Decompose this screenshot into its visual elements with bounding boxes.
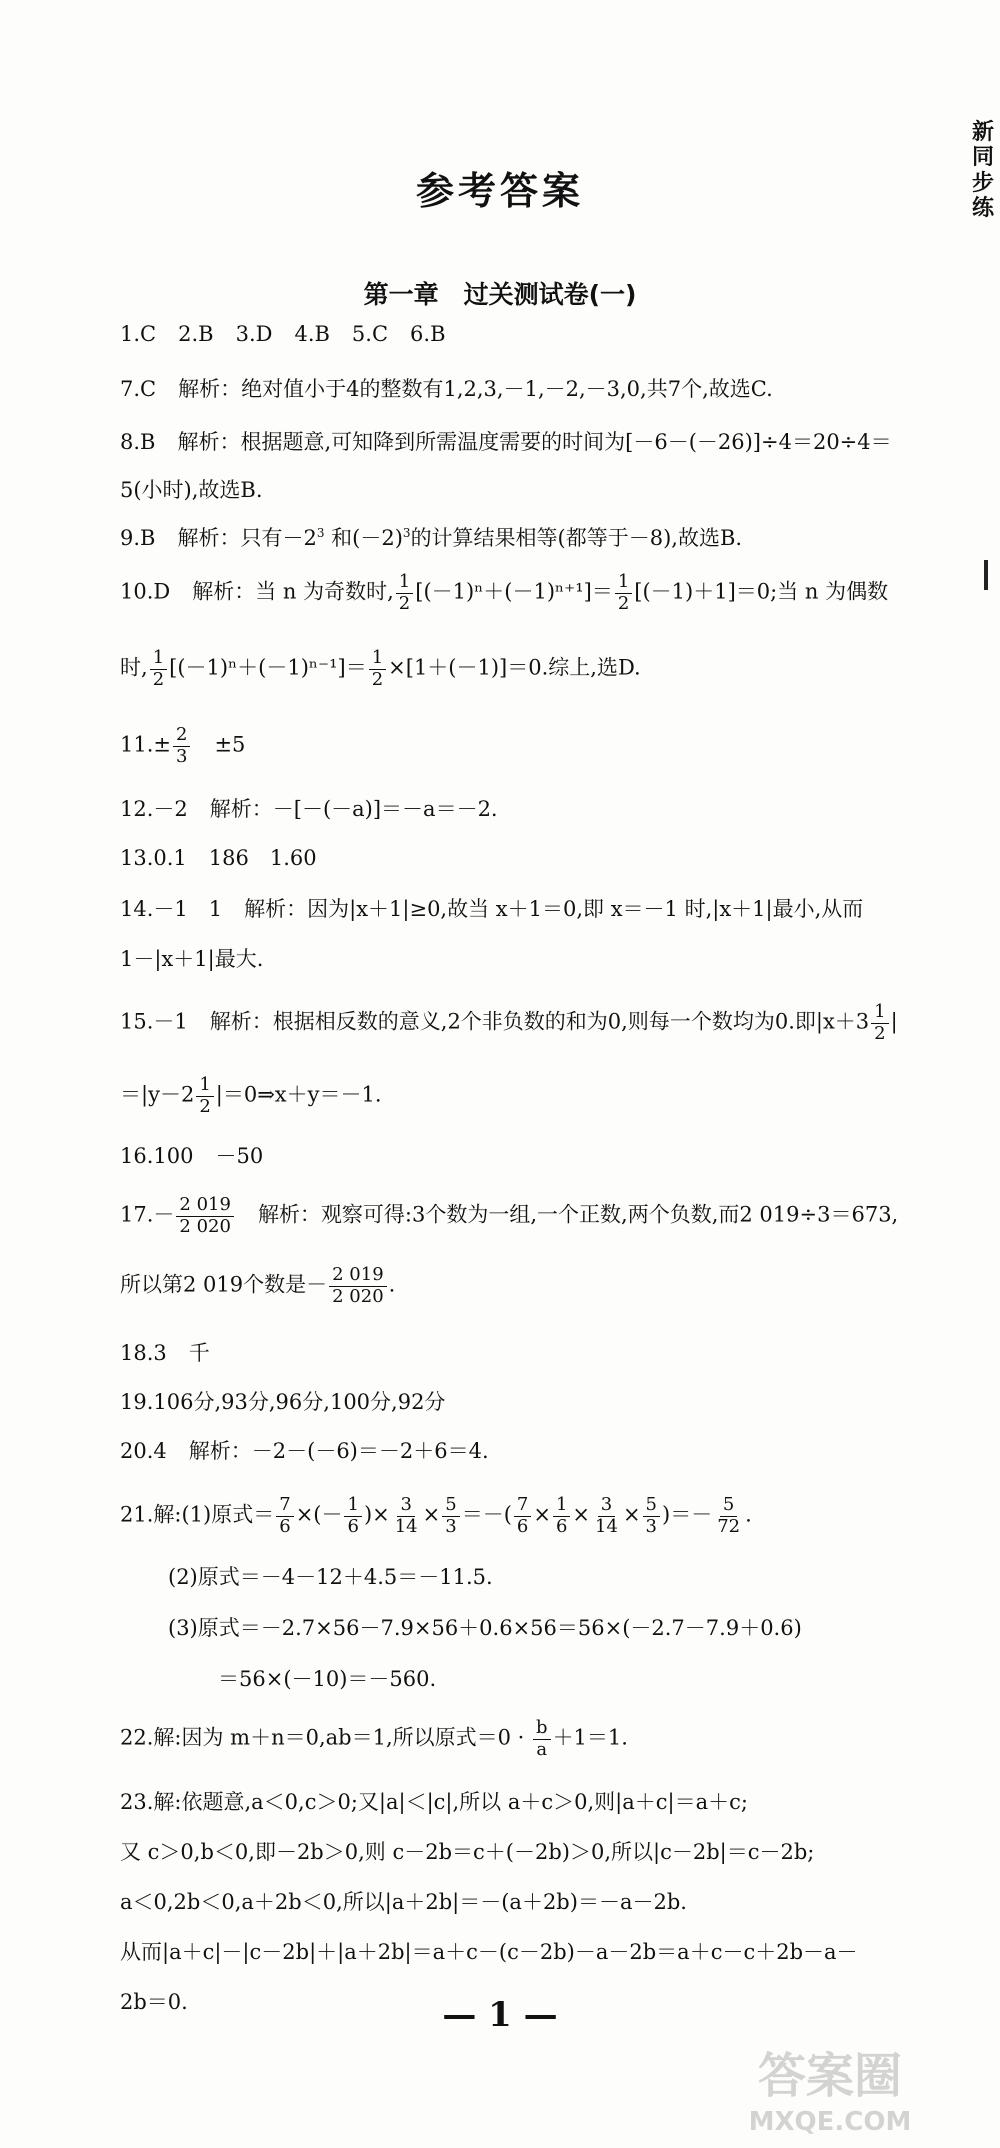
- answer-label: 20.4: [120, 1439, 167, 1463]
- answer-21: [120, 1495, 752, 1537]
- answer-text: 解析：根据相反数的意义,2个非负数的和为0,则每一个数均为0.即|x＋3: [209, 1009, 870, 1034]
- answer-11: [120, 725, 245, 767]
- exponent: 3: [316, 526, 325, 540]
- page-number: — 1 —: [442, 1995, 558, 2035]
- answer-label: 18.3: [120, 1341, 167, 1365]
- answer-8: [120, 426, 892, 456]
- watermark-logo: [680, 2030, 980, 2140]
- fraction: $\frac{3}{14}$: [394, 1494, 418, 1537]
- fraction: $\frac{7}{6}$: [514, 1495, 531, 1537]
- answer-label: 10.D: [120, 579, 171, 604]
- answer-21-part3: (3)原式＝－2.7×56－7.9×56＋0.6×56＝56×(－2.7－7.9＋0.6): [168, 1616, 802, 1640]
- answer-text: ±5: [214, 732, 246, 757]
- fraction: $\frac{7}{6}$: [276, 1495, 293, 1537]
- watermark-url: MXQE.COM: [748, 2107, 912, 2137]
- answer-text: 时,: [120, 655, 148, 680]
- answer-item: 6.B: [410, 322, 446, 346]
- fraction: $\frac{1}{6}$: [344, 1495, 361, 1537]
- answer-label: 21.解:: [120, 1502, 182, 1527]
- answer-label: 16.100: [120, 1144, 194, 1168]
- answer-text: .: [745, 1502, 752, 1527]
- answer-17: [120, 1195, 898, 1237]
- page-number-value: 1: [488, 1995, 512, 2035]
- answer-text: －50: [215, 1144, 264, 1168]
- answer-7: [120, 373, 773, 403]
- answer-15-cont: [120, 1075, 382, 1117]
- chapter-subtitle: 第一章 过关测试卷(一): [363, 280, 637, 309]
- answer-label: 1.C: [120, 322, 157, 346]
- sidebar-label: 新同步练: [972, 120, 995, 221]
- answer-12: [120, 793, 498, 823]
- answer-23-line5: 2b＝0.: [120, 1990, 188, 2014]
- answer-text: 解析：根据题意,可知降到所需温度需要的时间为[－6－(－26)]÷4＝20÷4＝: [177, 430, 892, 454]
- answer-14: [120, 893, 863, 923]
- answer-text: 的计算结果相等(都等于－8),故选B.: [410, 526, 743, 550]
- answer-10-cont: [120, 648, 641, 690]
- answer-label: 15.－1: [120, 1009, 188, 1034]
- answer-21-part3-cont: ＝56×(－10)＝－560.: [218, 1667, 437, 1691]
- answer-text: ×[1＋(－1)]＝0.综上,选D.: [388, 655, 641, 680]
- fraction: $\frac{2 019}{2 020}$: [329, 1265, 387, 1307]
- answer-text: [(－1)ⁿ＋(－1)ⁿ⁺¹]＝: [415, 579, 613, 604]
- answer-text: 解析：－2－(－6)＝－2＋6＝4.: [188, 1439, 489, 1463]
- answer-text: .: [388, 1272, 396, 1297]
- fraction: $\frac{1}{6}$: [553, 1495, 570, 1537]
- answer-23-line4: 从而|a＋c|－|c－2b|＋|a＋2b|＝a＋c－(c－2b)－a－2b＝a＋c－c＋2b－a－: [120, 1940, 858, 1964]
- answer-8-cont: 5(小时),故选B.: [120, 478, 263, 502]
- answer-text: 因为 m＋n＝0,ab＝1,所以原式＝0 ·: [181, 1725, 532, 1750]
- answer-23-line2: 又 c＞0,b＜0,即－2b＞0,则 c－2b＝c＋(－2b)＞0,所以|c－2b|＝c－2b;: [120, 1840, 815, 1864]
- fraction: $\frac{5}{72}$: [717, 1494, 741, 1537]
- answer-label: 23.解:: [120, 1790, 182, 1814]
- fraction: $\frac{1}{2}$: [369, 648, 386, 690]
- answer-text: 解析：绝对值小于4的整数有1,2,3,－1,－2,－3,0,共7个,故选C.: [178, 377, 773, 401]
- answer-item: 4.B: [294, 322, 330, 346]
- answer-text: ＝|y－2: [120, 1082, 195, 1107]
- answer-text: )＝－: [662, 1502, 713, 1527]
- fraction: $\frac{5}{3}$: [442, 1495, 459, 1537]
- answer-label: 9.B: [120, 526, 156, 550]
- answer-22: [120, 1718, 628, 1760]
- answer-15: [120, 1002, 898, 1044]
- answer-18: [120, 1337, 210, 1367]
- answer-label: 22.解:: [120, 1725, 182, 1750]
- answer-label: 17.－: [120, 1202, 175, 1227]
- answer-text: 千: [188, 1341, 210, 1365]
- answer-item: 3.D: [235, 322, 273, 346]
- margin-mark: [984, 560, 988, 590]
- answer-text: |: [890, 1009, 898, 1034]
- answer-text: [(－1)ⁿ＋(－1)ⁿ⁻¹]＝: [169, 655, 367, 680]
- answer-item: 2.B: [178, 322, 214, 346]
- answer-text: )×: [363, 1502, 390, 1527]
- answer-item: 5.C: [351, 322, 389, 346]
- answer-20: [120, 1435, 489, 1465]
- exponent: 3: [402, 526, 411, 540]
- answer-19: [120, 1386, 445, 1416]
- answer-label: 11.±: [120, 732, 171, 757]
- answer-label: 13.0.1: [120, 846, 187, 870]
- fraction: $\frac{2 019}{2 020}$: [176, 1195, 234, 1237]
- answer-14-cont: 1－|x＋1|最大.: [120, 947, 264, 971]
- fraction: $\frac{1}{2}$: [871, 1002, 888, 1044]
- fraction: $\frac{b}{a}$: [533, 1718, 551, 1760]
- answer-text: ×: [622, 1502, 641, 1527]
- answer-text: |＝0⇒x＋y＝－1.: [215, 1082, 382, 1107]
- answer-text: ×: [422, 1502, 441, 1527]
- answer-text: 解析：观察可得:3个数为一组,一个正数,两个负数,而2 019÷3＝673,: [257, 1202, 899, 1227]
- answer-21-part2: (2)原式＝－4－12＋4.5＝－11.5.: [168, 1565, 493, 1589]
- answer-23-line3: a＜0,2b＜0,a＋2b＜0,所以|a＋2b|＝－(a＋2b)＝－a－2b.: [120, 1890, 687, 1914]
- answer-label: 12.－2: [120, 797, 188, 821]
- answer-text: ＋1＝1.: [552, 1725, 628, 1750]
- fraction: $\frac{1}{2}$: [196, 1075, 213, 1117]
- answer-label: 8.B: [120, 430, 156, 454]
- answer-text: 所以第2 019个数是－: [120, 1272, 328, 1297]
- answer-text: 解析：当 n 为奇数时,: [192, 579, 394, 604]
- answer-16: [120, 1140, 263, 1170]
- fraction: $\frac{1}{2}$: [396, 572, 413, 614]
- answer-text: 186 1.60: [208, 846, 317, 870]
- answer-text: 解析：－[－(－a)]＝－a＝－2.: [209, 797, 498, 821]
- answer-text: ＝－(: [461, 1502, 512, 1527]
- answer-text: 106分,93分,96分,100分,92分: [153, 1390, 446, 1414]
- answer-9: [120, 522, 742, 552]
- answer-text: ×: [572, 1502, 591, 1527]
- answer-23: [120, 1786, 748, 1816]
- fraction: $\frac{1}{2}$: [150, 648, 167, 690]
- page-title: 参考答案: [415, 169, 584, 213]
- answer-17-cont: [120, 1265, 395, 1307]
- fraction: $\frac{2}{3}$: [173, 725, 190, 767]
- answer-text: [(－1)＋1]＝0;当 n 为偶数: [634, 579, 889, 604]
- answer-label: 14.－1 1: [120, 897, 223, 921]
- fraction: $\frac{5}{3}$: [643, 1495, 660, 1537]
- answer-1-6: [120, 322, 446, 346]
- answer-text: ×: [533, 1502, 551, 1527]
- answer-text: 解析：因为|x＋1|≥0,故当 x＋1＝0,即 x＝－1 时,|x＋1|最小,从而: [244, 897, 864, 921]
- answer-label: 7.C: [120, 377, 157, 401]
- answer-text: ×(－: [295, 1502, 343, 1527]
- answer-10: [120, 572, 888, 614]
- answer-text: 依题意,a＜0,c＞0;又|a|＜|c|,所以 a＋c＞0,则|a＋c|＝a＋c;: [181, 1790, 748, 1814]
- answer-text: (1)原式＝: [181, 1502, 275, 1527]
- answer-text: 解析：只有－2: [177, 526, 317, 550]
- answer-text: 和(－2): [331, 526, 403, 550]
- answer-13: [120, 842, 317, 872]
- answer-label: 19.: [120, 1390, 154, 1414]
- watermark-text: 答案圈: [757, 2048, 903, 2104]
- fraction: $\frac{3}{14}$: [595, 1494, 618, 1537]
- fraction: $\frac{1}{2}$: [615, 572, 632, 614]
